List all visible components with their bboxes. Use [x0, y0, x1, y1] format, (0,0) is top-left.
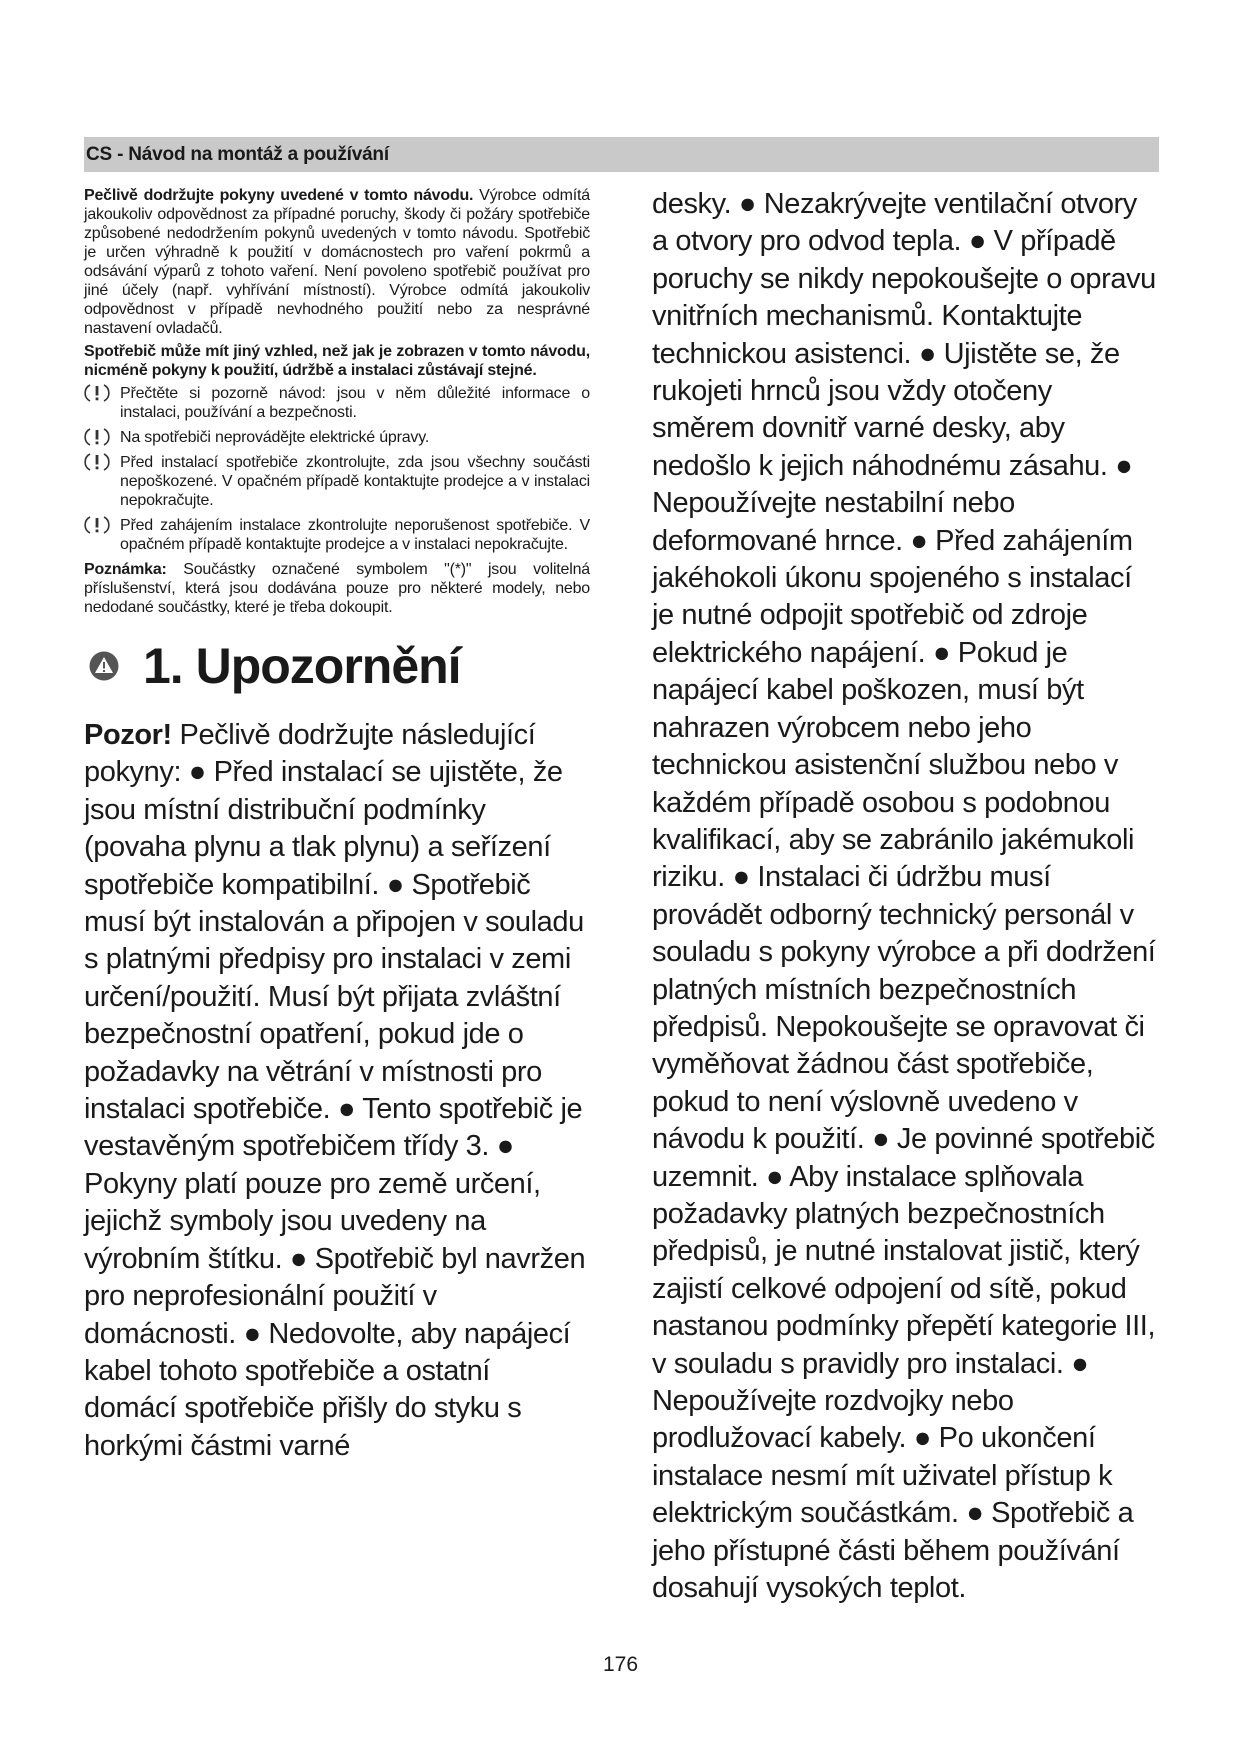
right-column [652, 186, 1160, 1607]
warning-item [84, 384, 590, 422]
warning-triangle-icon [89, 651, 119, 681]
section-title: 1. Upozornění [143, 638, 461, 694]
note-text: Součástky označené symbolem "(*)" jsou volitelná příslušenství, která jsou dodávána pouze pro některé modely, nebo nedodané součástky, které je třeba dokoupit. [84, 561, 590, 616]
section-lead: Pozor! [84, 719, 172, 751]
section-left-text: Pečlivě dodržujte následující pokyny: ● Před instalací se ujistěte, že jsou místní distribuční podmínky (povaha plynu a tlak plynu) a seřízení spotřebiče kompatibilní. ● Spotřebič musí být instalován a připojen v souladu s platnými předpisy pro instalaci v zemi určení/použití. Musí být přijata zvláštní bezpečnostní opatření, pokud jde o požadavky na větrání v místnosti pro instalaci spotřebiče. ● Tento spotřebič je vestavěným spotřebičem třídy 3. ● Pokyny platí pouze pro země určení, jejichž symboly jsou uvedeny na výrobním štítku. ● Spotřebič byl navržen pro neprofesionální použití v domácnosti. ● Nedovolte, aby napájecí kabel tohoto spotřebiče a ostatní domácí spotřebiče přišly do styku s horkými částmi varné [84, 719, 586, 1462]
left-column [84, 186, 590, 1465]
warning-hand-icon [84, 515, 110, 535]
section-heading [84, 637, 590, 695]
section-body-right: desky. ● Nezakrývejte ventilační otvory a otvory pro odvod tepla. ● V případě poruchy se nikdy nepokoušejte o opravu vnitřních mechanismů. Kontaktujte technickou asistenci. ● Ujistěte se, že rukojeti hrnců jsou vždy otočeny směrem dovnitř varné desky, aby nedošlo k jejich náhodnému zásahu. ● Nepoužívejte nestabilní nebo deformované hrnce. ● Před zahájením jakéhokoli úkonu spojeného s instalací je nutné odpojit spotřebič od zdroje elektrického napájení. ● Pokud je napájecí kabel poškozen, musí být nahrazen výrobcem nebo jeho technickou asistenční službou nebo v každém případě osobou s podobnou kvalifikací, aby se zabránilo jakémukoli riziku. ● Instalaci či údržbu musí provádět odborný technický personál v souladu s pokyny výrobce a při dodržení platných místních bezpečnostních předpisů. Nepokoušejte se opravovat či vyměňovat žádnou část spotřebiče, pokud to není výslovně uvedeno v návodu k použití. ● Je povinné spotřebič uzemnit. ● Aby instalace splňovala požadavky platných bezpečnostních předpisů, je nutné instalovat jistič, který zajistí celkové odpojení od sítě, pokud nastanou podmínky přepětí kategorie III, v souladu s pravidly pro instalaci. ● Nepoužívejte rozdvojky nebo prodlužovací kabely. ● Po ukončení instalace nesmí mít uživatel přístup k elektrickým součástkám. ● Spotřebič a jeho přístupné části během používání dosahují vysokých teplot. [652, 188, 1156, 1605]
appearance-notice: Spotřebič může mít jiný vzhled, než jak je zobrazen v tomto návodu, nicméně pokyny k použití, údržbě a instalaci zůstávají stejné. [84, 343, 590, 379]
page-number: 176 [602, 1653, 639, 1676]
warning-text: Před zahájením instalace zkontrolujte neporušenost spotřebiče. V opačném případě kontaktujte prodejce a v instalaci nepokračujte. [120, 517, 590, 553]
note-label: Poznámka: [84, 561, 167, 578]
warning-item [84, 516, 590, 554]
warning-hand-icon [84, 383, 110, 403]
warning-text: Přečtěte si pozorně návod: jsou v něm důležité informace o instalaci, používání a bezpečnosti. [120, 385, 590, 421]
warning-text: Před instalací spotřebiče zkontrolujte, zda jsou všechny součásti nepoškozené. V opačném případě kontaktujte prodejce a v instalaci nepokračujte. [120, 454, 590, 509]
warning-item [84, 453, 590, 510]
warning-hand-icon [84, 427, 110, 447]
warning-text: Na spotřebiči neprovádějte elektrické úpravy. [120, 429, 430, 446]
intro-paragraph [84, 186, 590, 338]
intro-text: Výrobce odmítá jakoukoliv odpovědnost za případné poruchy, škody či požáry spotřebiče způsobené nedodržením pokynů uvedených v tomto návodu. Spotřebič je určen výhradně k použití v domácnostech pro vaření pokrmů a odsávání výparů z tohoto vaření. Není povoleno spotřebič používat pro jiné účely (např. vyhřívání místností). Výrobce odmítá jakoukoliv odpovědnost v případě nevhodného použití nebo za nesprávné nastavení ovladačů. [84, 187, 590, 337]
warning-hand-icon [84, 452, 110, 472]
section-header-bar: CS - Návod na montáž a používání [84, 137, 1159, 172]
section-body-left [84, 717, 590, 1465]
intro-bold-lead: Pečlivě dodržujte pokyny uvedené v tomto návodu. [84, 187, 474, 204]
note-paragraph [84, 560, 590, 617]
warning-item [84, 428, 590, 447]
